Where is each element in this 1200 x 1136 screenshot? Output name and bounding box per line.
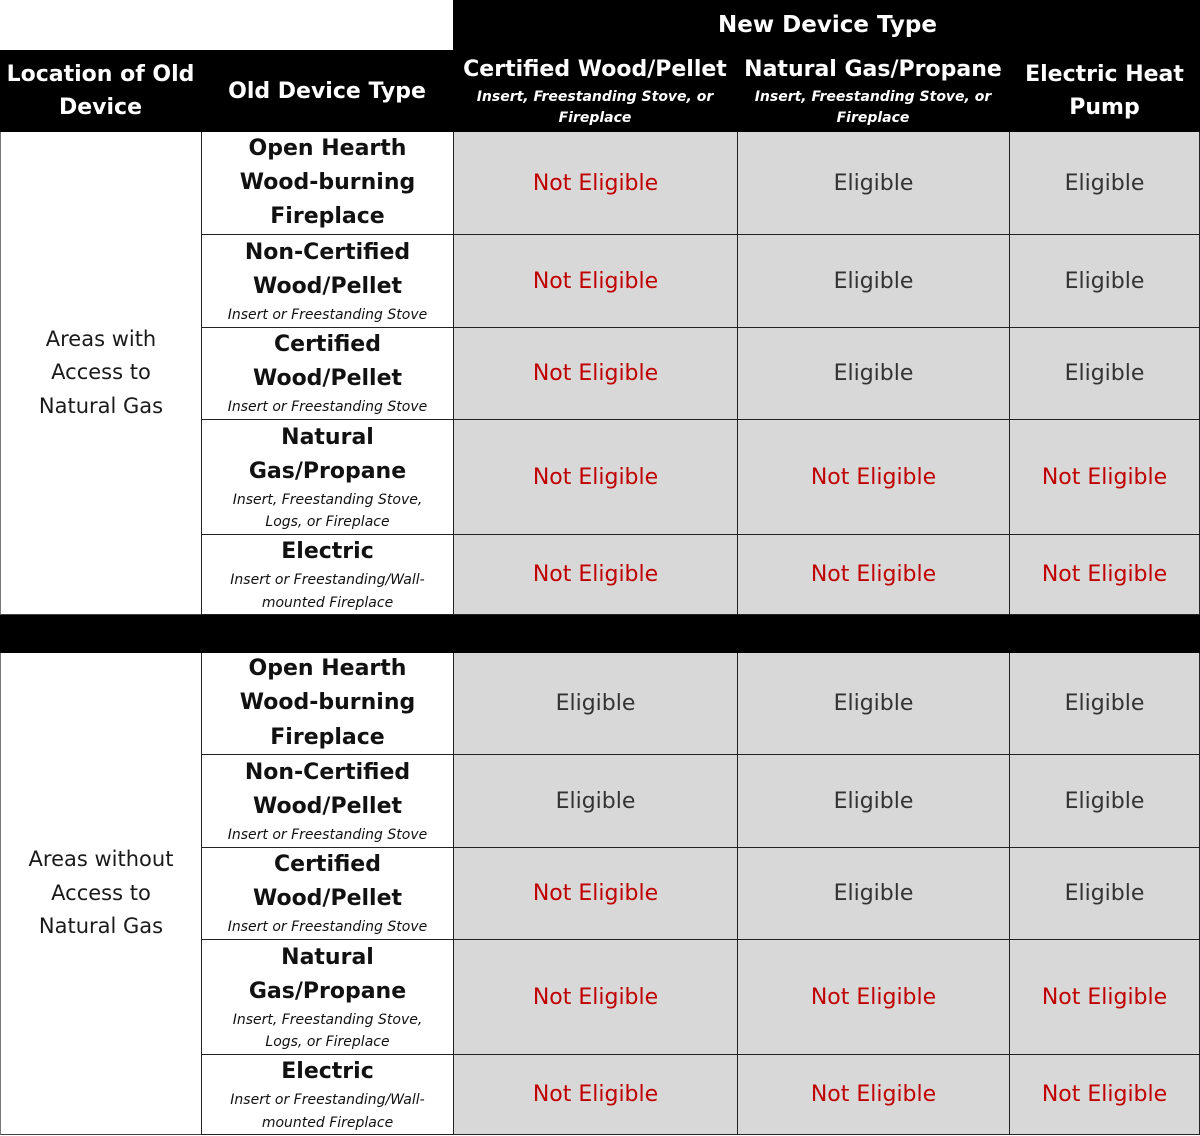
eligibility-cell: Not Eligible [453,235,737,328]
old-device-subtitle: Insert, Freestanding Stove, Logs, or Fireplace [232,1011,423,1051]
eligibility-cell: Not Eligible [453,328,737,420]
column-header-natural-gas [737,50,1009,132]
old-device-title: Certified Wood/Pellet [252,332,403,392]
eligibility-cell: Eligible [1009,848,1200,940]
column-header-certified-wood [453,50,737,132]
eligibility-cell: Eligible [1009,235,1200,328]
eligibility-cell: Eligible [1009,132,1200,235]
new-device-type-header: New Device Type [453,0,1200,50]
old-device-cell [201,420,453,535]
old-device-title: Open Hearth Wood-burning Fireplace [239,135,416,230]
header-blank [0,0,453,50]
old-device-cell [201,848,453,940]
eligibility-cell: Not Eligible [737,535,1009,615]
old-device-subtitle: Insert or Freestanding Stove [227,826,428,843]
old-device-title: Non-Certified Wood/Pellet [244,759,411,819]
old-device-subtitle: Insert or Freestanding/Wall-mounted Fireplace [230,1092,425,1131]
eligibility-cell: Eligible [737,328,1009,420]
old-device-subtitle: Insert or Freestanding Stove [227,919,428,936]
eligibility-cell: Eligible [737,755,1009,848]
old-device-title: Electric [281,539,374,565]
old-device-cell [201,235,453,328]
eligibility-cell: Eligible [737,848,1009,940]
old-device-title: Non-Certified Wood/Pellet [244,239,411,299]
column-header-subtitle: Insert, Freestanding Stove, or Fireplace [754,88,992,126]
old-device-title: Natural Gas/Propane [248,944,407,1004]
old-device-cell [201,1055,453,1135]
eligibility-cell: Not Eligible [453,940,737,1055]
eligibility-cell: Not Eligible [737,1055,1009,1135]
eligibility-cell: Not Eligible [453,420,737,535]
eligibility-cell: Not Eligible [453,132,737,235]
eligibility-cell: Not Eligible [737,420,1009,535]
eligibility-cell: Not Eligible [1009,535,1200,615]
eligibility-cell: Eligible [737,235,1009,328]
eligibility-cell: Not Eligible [1009,1055,1200,1135]
eligibility-cell: Not Eligible [453,848,737,940]
old-device-title: Electric [281,1059,374,1085]
old-device-subtitle: Insert or Freestanding/Wall-mounted Fireplace [230,572,425,611]
eligibility-cell: Not Eligible [1009,420,1200,535]
old-device-title: Open Hearth Wood-burning Fireplace [239,656,416,750]
old-device-cell [201,132,453,235]
old-device-cell [201,535,453,615]
column-header-heat-pump [1009,50,1200,132]
old-device-subtitle: Insert or Freestanding Stove [227,306,428,323]
column-header-title: Electric Heat Pump [1025,62,1184,120]
eligibility-cell: Eligible [737,653,1009,755]
old-device-cell [201,755,453,848]
section-divider [0,615,1200,653]
old-device-subtitle: Insert, Freestanding Stove, Logs, or Fireplace [232,491,423,531]
eligibility-cell: Not Eligible [453,535,737,615]
eligibility-cell: Eligible [1009,755,1200,848]
old-device-subtitle: Insert or Freestanding Stove [227,399,428,416]
old-device-type-header: Old Device Type [201,50,453,132]
old-device-title: Natural Gas/Propane [248,424,407,484]
location-cell: Areas without Access to Natural Gas [0,653,201,1135]
old-device-cell [201,940,453,1055]
old-device-cell [201,328,453,420]
location-header: Location of Old Device [0,50,201,132]
eligibility-cell: Eligible [1009,328,1200,420]
old-device-cell [201,653,453,755]
eligibility-cell: Eligible [453,755,737,848]
eligibility-cell: Eligible [737,132,1009,235]
column-header-title: Certified Wood/Pellet [463,57,727,82]
eligibility-cell: Eligible [1009,653,1200,755]
column-header-title: Natural Gas/Propane [744,57,1002,82]
eligibility-cell: Not Eligible [737,940,1009,1055]
eligibility-cell: Not Eligible [453,1055,737,1135]
column-header-subtitle: Insert, Freestanding Stove, or Fireplace [476,88,714,126]
location-cell: Areas with Access to Natural Gas [0,132,201,615]
old-device-title: Certified Wood/Pellet [252,852,403,912]
eligibility-cell: Eligible [453,653,737,755]
eligibility-cell: Not Eligible [1009,940,1200,1055]
